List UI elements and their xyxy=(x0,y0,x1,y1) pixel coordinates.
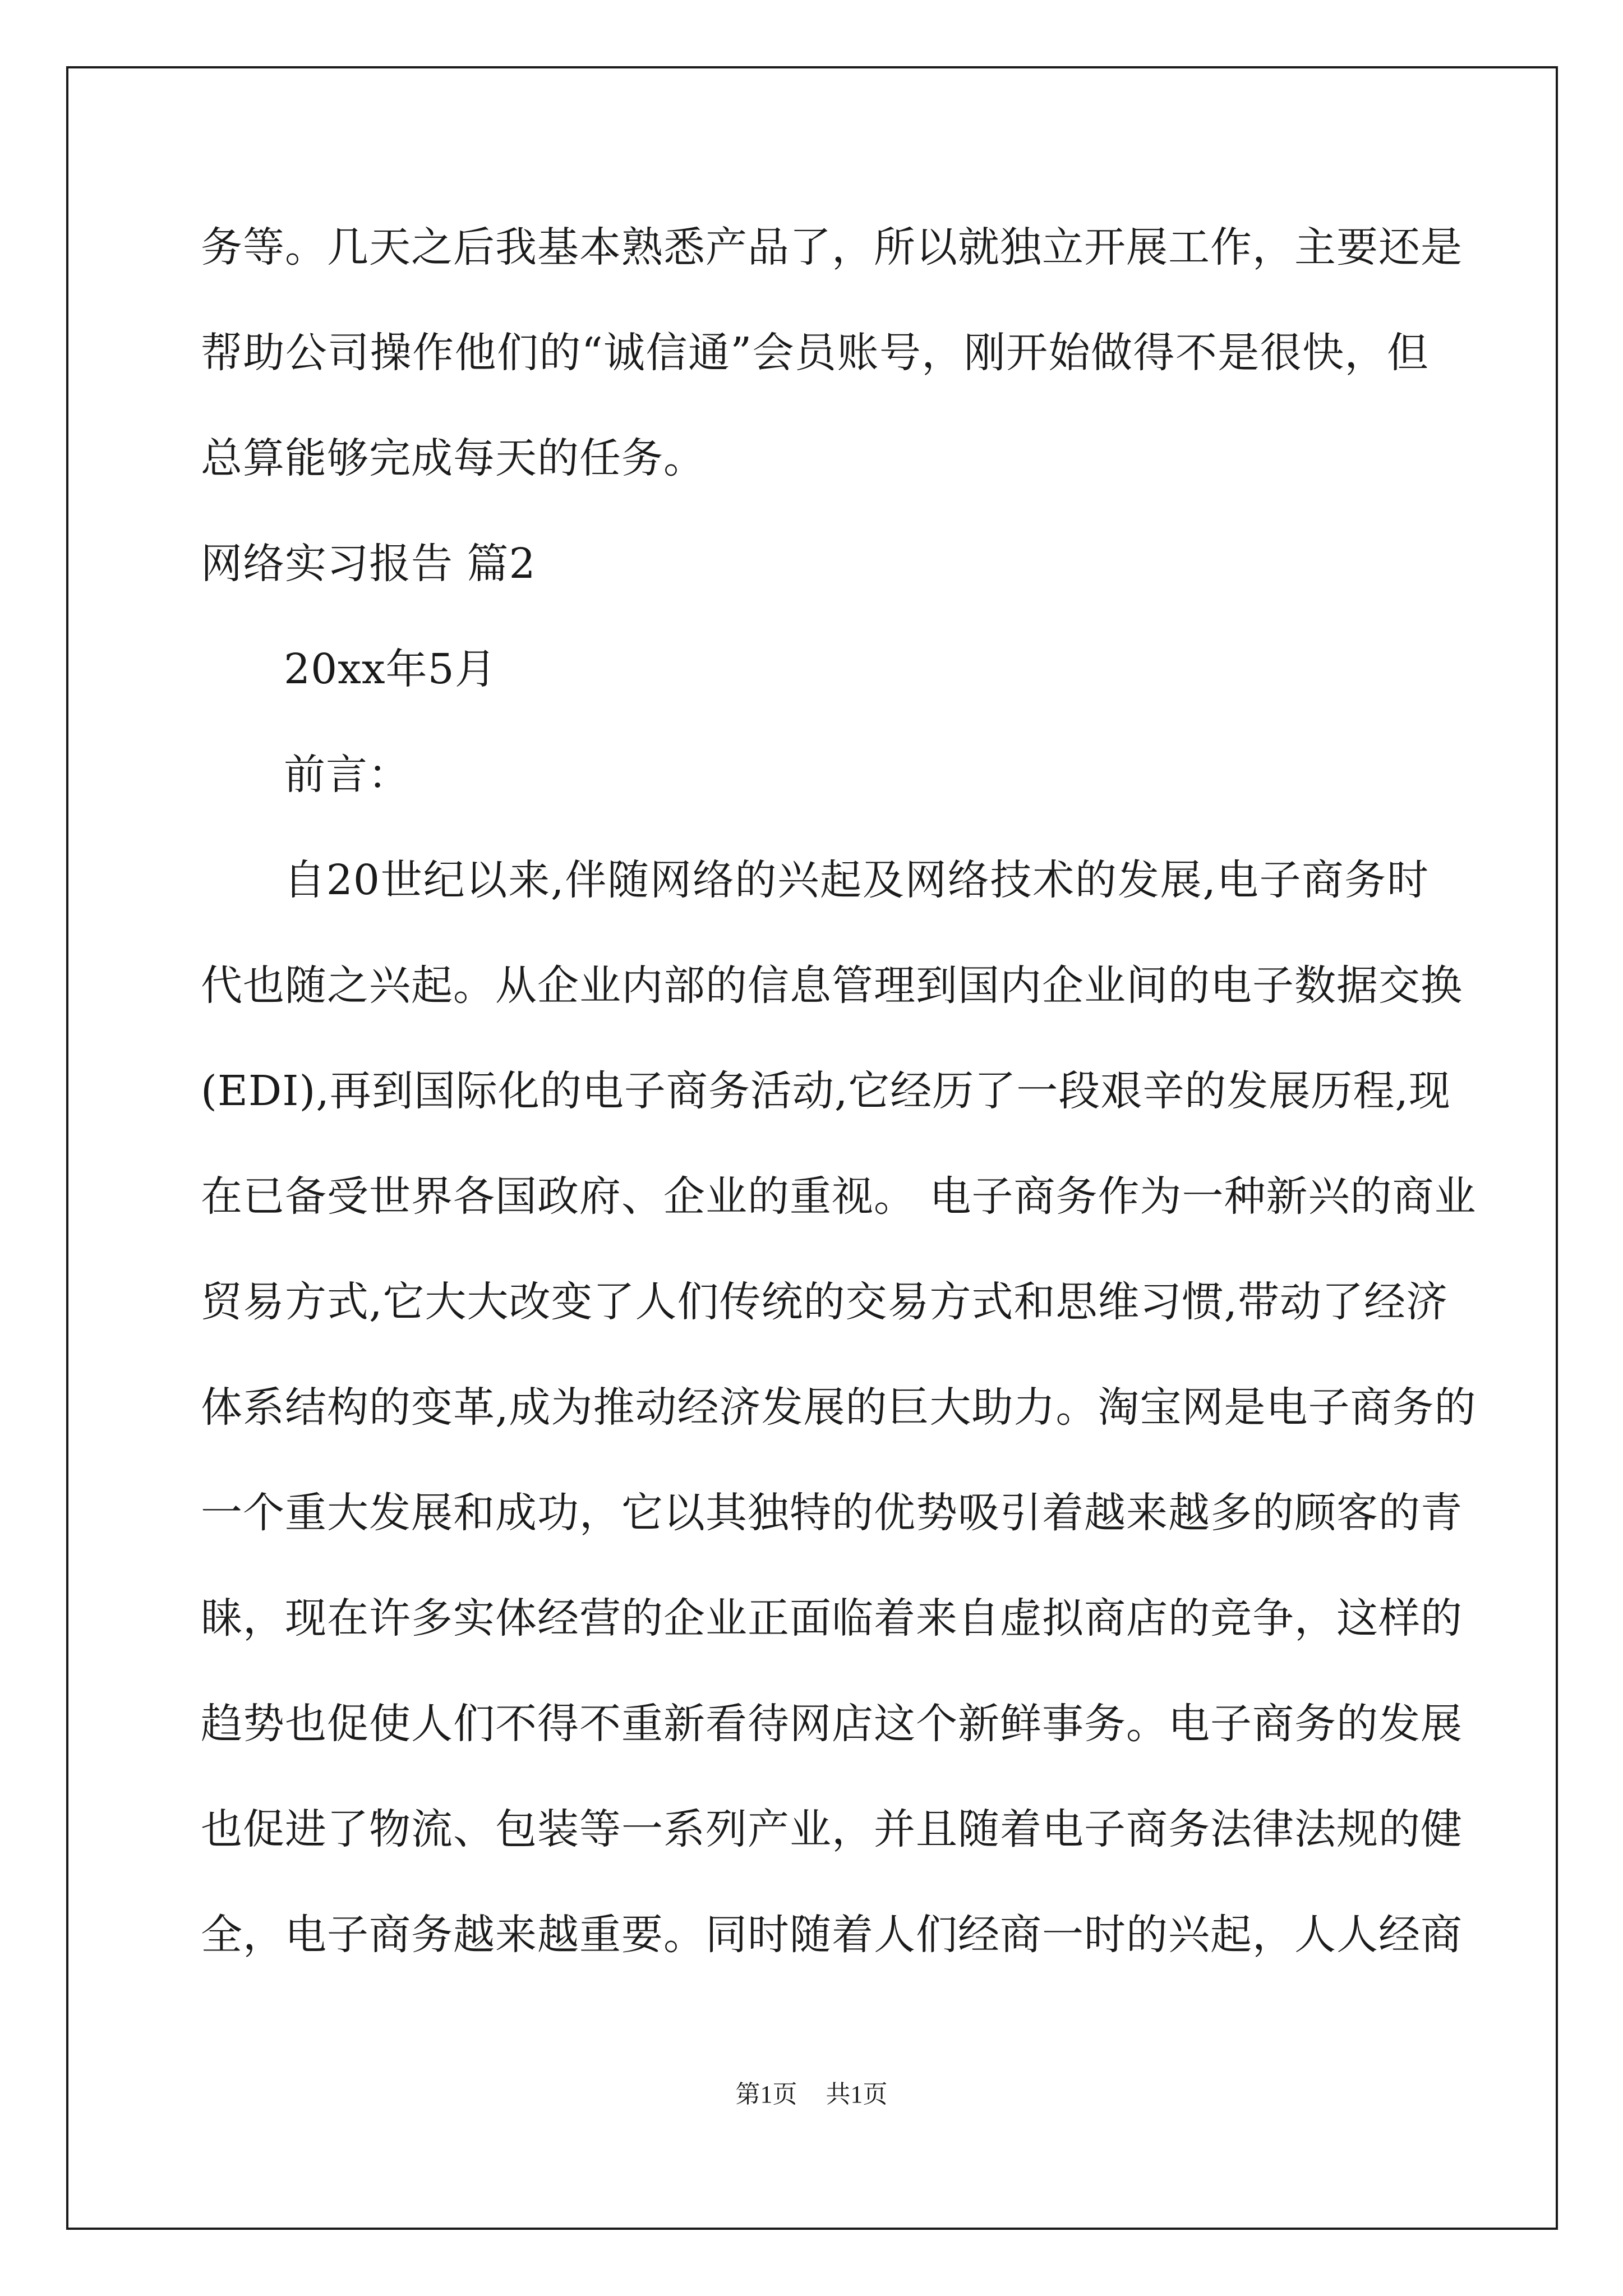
text-line: 也促进了物流、包装等一系列产业，并且随着电子商务法律法规的健 xyxy=(201,1805,1463,1853)
text-line: 代也随之兴起。从企业内部的信息管理到国内企业间的电子数据交换 xyxy=(201,961,1463,1010)
text-line: 全，电子商务越来越重要。同时随着人们经商一时的兴起，人人经商 xyxy=(201,1911,1463,1959)
text-line: 体系结构的变革,成为推动经济发展的巨大助力。淘宝网是电子商务的 xyxy=(201,1383,1477,1432)
text-line: 睐，现在许多实体经营的企业正面临着来自虚拟商店的竞争，这样的 xyxy=(201,1594,1463,1642)
text-line: 总算能够完成每天的任务。 xyxy=(201,434,706,482)
text-line: 贸易方式,它大大改变了人们传统的交易方式和思维习惯,带动了经济 xyxy=(201,1278,1449,1326)
document-body xyxy=(201,205,1477,1998)
text-line: 自20世纪以来,伴随网络的兴起及网络技术的发展,电子商务时 xyxy=(284,856,1429,904)
text-line: 务等。几天之后我基本熟悉产品了，所以就独立开展工作，主要还是 xyxy=(201,223,1463,272)
text-line: 帮助公司操作他们的“诚信通”会员账号，刚开始做得不是很快，但 xyxy=(201,329,1429,377)
page-number: 第1页 xyxy=(735,2081,797,2108)
text-line: (EDI),再到国际化的电子商务活动,它经历了一段艰辛的发展历程,现 xyxy=(201,1067,1451,1115)
text-line: 趋势也促使人们不得不重新看待网店这个新鲜事务。电子商务的发展 xyxy=(201,1700,1463,1748)
text-line: 前言： xyxy=(284,751,410,799)
page-footer xyxy=(0,2078,1623,2111)
text-line: 在已备受世界各国政府、企业的重视。 电子商务作为一种新兴的商业 xyxy=(201,1172,1477,1221)
text-line: 网络实习报告 篇2 xyxy=(201,540,536,588)
page-total: 共1页 xyxy=(826,2081,888,2108)
text-line: 20xx年5月 xyxy=(284,645,497,693)
text-line: 一个重大发展和成功，它以其独特的优势吸引着越来越多的顾客的青 xyxy=(201,1489,1463,1537)
